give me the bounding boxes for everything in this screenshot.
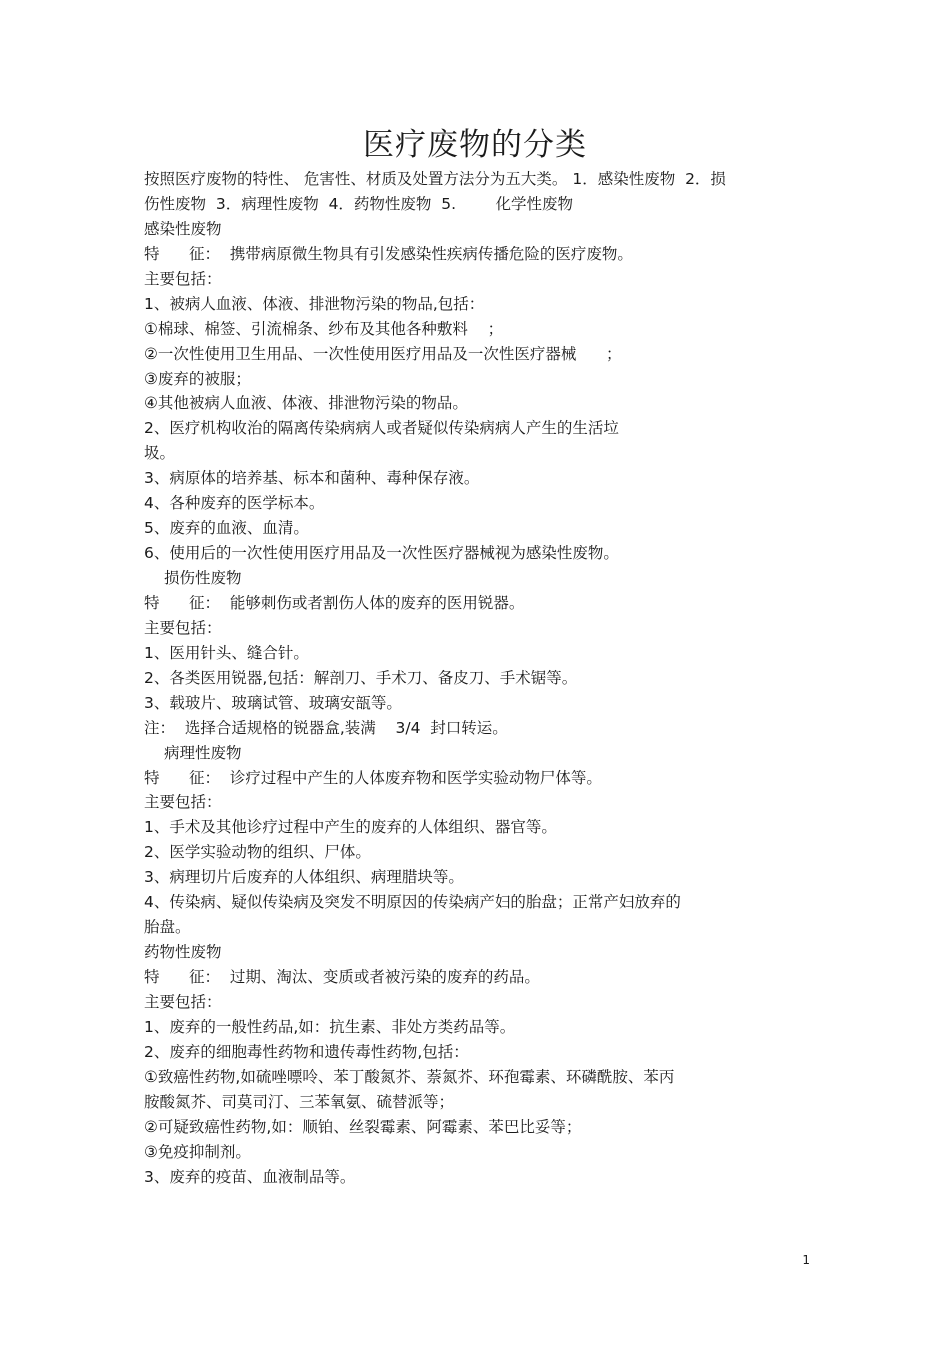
includes-label: 主要包括： xyxy=(144,992,222,1011)
section-heading-sharps: 损伤性废物 xyxy=(164,569,242,587)
list-item: ④其他被病人血液、体液、排泄物污染的物品。 xyxy=(144,394,468,413)
list-item: ③废弃的被服； xyxy=(144,369,251,388)
page-number: 1 xyxy=(802,1253,810,1267)
intro-line-1: 按照医疗废物的特性、 危害性、材质及处置方法分为五大类。 1．感染性废物 2．损 xyxy=(144,170,726,188)
list-item: ②一次性使用卫生用品、一次性使用医疗用品及一次性医疗器械 ； xyxy=(144,344,622,363)
document-body xyxy=(144,167,824,1189)
list-item: 3、废弃的疫苗、血液制品等。 xyxy=(144,1167,356,1186)
list-item: 2、医疗机构收治的隔离传染病病人或者疑似传染病病人产生的生活垃 xyxy=(144,419,619,438)
list-item: 1、被病人血液、体液、排泄物污染的物品,包括： xyxy=(144,294,485,313)
list-item: 3、载玻片、玻璃试管、玻璃安瓿等。 xyxy=(144,693,402,712)
list-item: ②可疑致癌性药物,如：顺铂、丝裂霉素、阿霉素、苯巴比妥等； xyxy=(144,1117,582,1136)
feature-line: 特 征： 携带病原微生物具有引发感染性疾病传播危险的医疗废物。 xyxy=(144,244,633,263)
intro-line-2: 伤性废物 3．病理性废物 4．药物性废物 5. 化学性废物 xyxy=(144,194,573,213)
list-item: ①致癌性药物,如硫唑嘌呤、苯丁酸氮芥、萘氮芥、环孢霉素、环磷酰胺、苯丙 xyxy=(144,1067,675,1086)
list-item-continued: 圾。 xyxy=(144,444,176,463)
list-item: 4、传染病、疑似传染病及突发不明原因的传染病产妇的胎盘；正常产妇放弃的 xyxy=(144,893,681,912)
list-item: 1、医用针头、缝合针。 xyxy=(144,643,309,662)
feature-line: 特 征： 过期、淘汰、变质或者被污染的废弃的药品。 xyxy=(144,968,540,986)
list-item: 1、废弃的一般性药品,如：抗生素、非处方类药品等。 xyxy=(144,1017,516,1036)
document-title: 医疗废物的分类 xyxy=(363,127,587,163)
list-item: 1、手术及其他诊疗过程中产生的废弃的人体组织、器官等。 xyxy=(144,818,557,837)
list-item-continued: 胺酸氮芥、司莫司汀、三苯氧氨、硫替派等； xyxy=(144,1092,455,1111)
list-item: 2、废弃的细胞毒性药物和遗传毒性药物,包括： xyxy=(144,1042,469,1061)
section-heading-infectious: 感染性废物 xyxy=(144,219,222,238)
section-heading-pathological: 病理性废物 xyxy=(164,743,242,762)
feature-line: 特 征： 诊疗过程中产生的人体废弃物和医学实验动物尸体等。 xyxy=(144,768,602,787)
list-item: 2、各类医用锐器,包括：解剖刀、手术刀、备皮刀、手术锯等。 xyxy=(144,668,578,687)
list-item: 6、使用后的一次性使用医疗用品及一次性医疗器械视为感染性废物。 xyxy=(144,544,619,563)
list-item: 4、各种废弃的医学标本。 xyxy=(144,494,325,513)
section-heading-pharmaceutical: 药物性废物 xyxy=(144,943,222,962)
list-item: ③免疫抑制剂。 xyxy=(144,1142,251,1161)
list-item: 2、医学实验动物的组织、尸体。 xyxy=(144,843,371,862)
feature-line: 特 征： 能够刺伤或者割伤人体的废弃的医用锐器。 xyxy=(144,593,525,612)
includes-label: 主要包括： xyxy=(144,793,222,812)
includes-label: 主要包括： xyxy=(144,618,222,637)
list-item-continued: 胎盘。 xyxy=(144,918,191,937)
list-item: 3、病原体的培养基、标本和菌种、毒种保存液。 xyxy=(144,469,480,488)
list-item: ①棉球、棉签、引流棉条、纱布及其他各种敷料 ； xyxy=(144,319,504,338)
note-line: 注： 选择合适规格的锐器盒,装满 3/4 封口转运。 xyxy=(144,718,508,737)
list-item: 3、病理切片后废弃的人体组织、病理腊块等。 xyxy=(144,868,464,887)
list-item: 5、废弃的血液、血清。 xyxy=(144,519,309,538)
includes-label: 主要包括： xyxy=(144,269,222,288)
